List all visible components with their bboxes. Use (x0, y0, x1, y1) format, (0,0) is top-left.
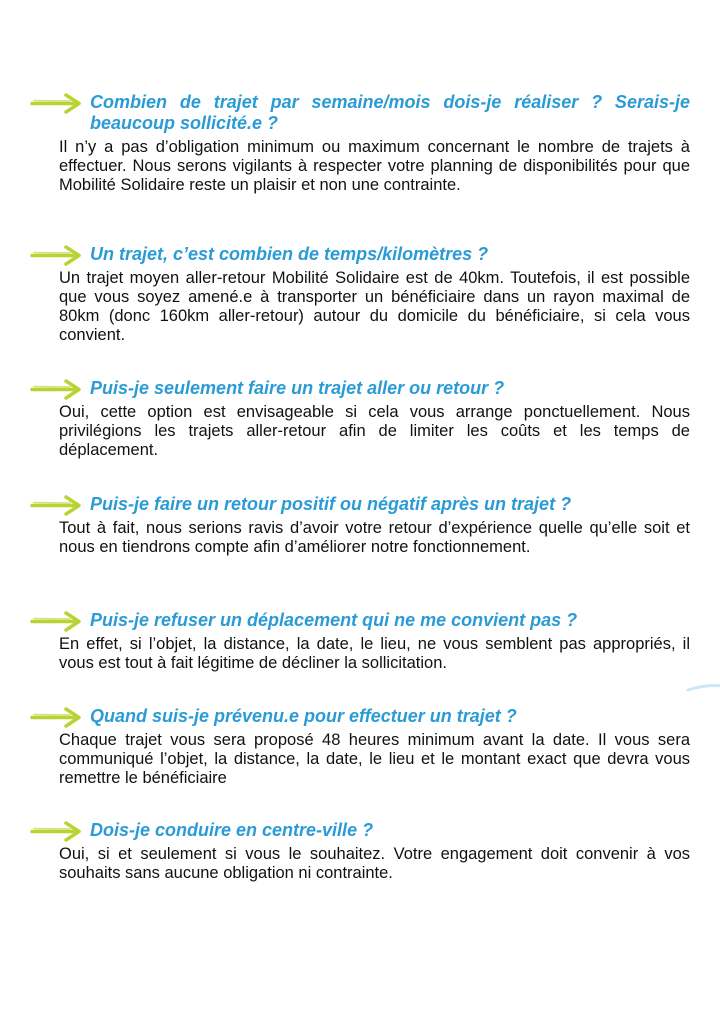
question-row (30, 244, 690, 265)
decorative-swoosh (686, 680, 720, 696)
question-text: Un trajet, c’est combien de temps/kilomètres ? (90, 244, 489, 264)
faq-item (30, 378, 690, 460)
green-arrow-icon (30, 494, 84, 516)
answer-text: En effet, si l’objet, la distance, la date, le lieu, ne vous semblent pas appropriés, il vous est tout à fait légitime de décliner la sollicitation. (59, 635, 690, 672)
answer-text: Tout à fait, nous serions ravis d’avoir votre retour d’expérience quelle qu’elle soit et nous en tiendrons compte afin d’améliorer notre fonctionnement. (59, 519, 690, 556)
answer-text: Chaque trajet vous sera proposé 48 heures minimum avant la date. Il vous sera communiqué l’objet, la distance, la date, le lieu et le montant exact que devra vous remettre le bénéficiaire (59, 731, 690, 787)
question-row (30, 494, 690, 515)
answer-text: Oui, si et seulement si vous le souhaitez. Votre engagement doit convenir à vos souhaits sans aucune obligation ni contrainte. (59, 845, 690, 882)
question-row (30, 610, 690, 631)
question-text: Puis-je refuser un déplacement qui ne me convient pas ? (90, 610, 578, 630)
faq-item (30, 820, 690, 883)
question-row (30, 706, 690, 727)
question-text: Dois-je conduire en centre-ville ? (90, 820, 374, 840)
faq-item (30, 494, 690, 557)
question-row (30, 92, 690, 134)
green-arrow-icon (30, 92, 84, 114)
faq-item (30, 706, 690, 788)
green-arrow-icon (30, 244, 84, 266)
green-arrow-icon (30, 378, 84, 400)
green-arrow-icon (30, 610, 84, 632)
question-row (30, 820, 690, 841)
question-text: Puis-je faire un retour positif ou négatif après un trajet ? (90, 494, 572, 514)
faq-item (30, 92, 690, 195)
answer-text: Il n’y a pas d’obligation minimum ou maximum concernant le nombre de trajets à effectuer. Nous serons vigilants à respecter votre planning de disponibilités pour que Mobilité Solidaire reste un plaisir et non une contrainte. (59, 138, 690, 194)
answer-text: Un trajet moyen aller-retour Mobilité Solidaire est de 40km. Toutefois, il est possible que vous soyez amené.e à transporter un bénéficiaire dans un rayon maximal de 80km (donc 160km aller-retour) autour du domicile du bénéficiaire, si cela vous convient. (59, 269, 690, 344)
question-row (30, 378, 690, 399)
faq-item (30, 244, 690, 345)
question-text: Combien de trajet par semaine/mois dois-je réaliser ? Serais-je beaucoup sollicité.e ? (90, 92, 690, 133)
faq-item (30, 610, 690, 673)
answer-text: Oui, cette option est envisageable si cela vous arrange ponctuellement. Nous privilégions les trajets aller-retour afin de limiter les coûts et les temps de déplacement. (59, 403, 690, 459)
green-arrow-icon (30, 820, 84, 842)
green-arrow-icon (30, 706, 84, 728)
question-text: Quand suis-je prévenu.e pour effectuer un trajet ? (90, 706, 517, 726)
question-text: Puis-je seulement faire un trajet aller ou retour ? (90, 378, 505, 398)
